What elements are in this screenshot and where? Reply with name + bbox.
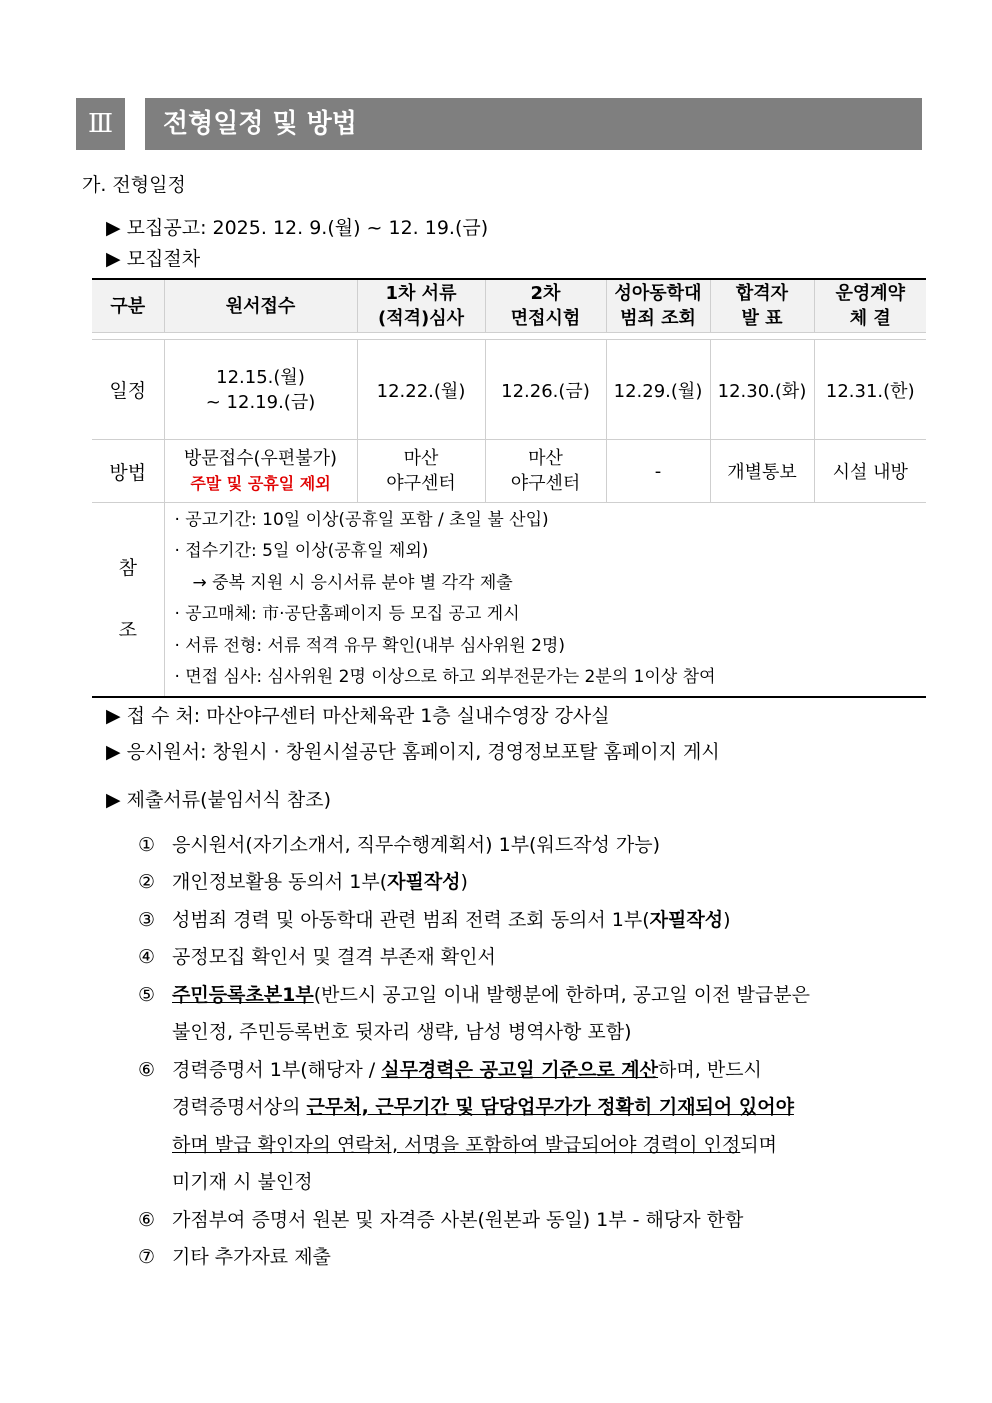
schedule-cell bbox=[164, 340, 357, 440]
schedule-text: 12.15.(월) ~ 12.19.(금) bbox=[205, 366, 316, 413]
section-title: 전형일정 및 방법 bbox=[145, 98, 922, 150]
method-apply-warning: 주말 및 공휴일 제외 bbox=[190, 474, 331, 493]
documents-label: ▶ 제출서류(붙임서식 참조) bbox=[106, 789, 332, 811]
notes-row bbox=[92, 503, 926, 697]
recruitment-notice: ▶ 모집공고: 2025. 12. 9.(월) ~ 12. 19.(금) bbox=[106, 217, 489, 239]
document-item bbox=[138, 1242, 331, 1269]
note-item: · 면접 심사: 심사위원 2명 이상으로 하고 외부전문가는 2분의 1이상 참여 bbox=[174, 667, 716, 688]
schedule-text: 12.31.(한) bbox=[825, 380, 915, 402]
item-text: 경력증명서 1부(해당자 / bbox=[172, 1059, 382, 1081]
document-item bbox=[138, 1055, 762, 1082]
note-item: · 공고매체: 市·공단홈페이지 등 모집 공고 게시 bbox=[174, 604, 520, 625]
method-text: 개별통보 bbox=[727, 462, 797, 483]
item-text: (반드시 공고일 이내 발행분에 한하며, 공고일 이전 발급분은 bbox=[313, 984, 810, 1006]
method-cell bbox=[814, 440, 926, 503]
document-item bbox=[138, 942, 496, 969]
note-item: · 서류 전형: 서류 적격 유무 확인(내부 심사위원 2명) bbox=[174, 635, 565, 656]
item-number: ① bbox=[138, 834, 156, 856]
notes-label-gap bbox=[92, 584, 164, 614]
notes-label bbox=[92, 503, 164, 697]
schedule-text: 12.22.(월) bbox=[376, 380, 466, 402]
header-text: 구분 bbox=[110, 295, 146, 317]
item-number: ⑥ bbox=[138, 1209, 156, 1231]
note-item: · 공고기간: 10일 이상(공휴일 포함 / 초일 불 산입) bbox=[174, 509, 549, 530]
section-header bbox=[76, 98, 922, 150]
header-text: 원서접수 bbox=[225, 295, 296, 317]
item-text-bold: 자필작성 bbox=[649, 909, 724, 931]
method-text: 마산 야구센터 bbox=[510, 448, 581, 494]
item-text: 경력증명서상의 bbox=[172, 1096, 307, 1118]
method-cell bbox=[485, 440, 606, 503]
method-text: 시설 내방 bbox=[832, 462, 908, 483]
schedule-text: 12.30.(화) bbox=[717, 380, 807, 402]
item-number: ⑤ bbox=[138, 984, 156, 1006]
item-text: 가점부여 증명서 원본 및 자격증 사본(원본과 동일) 1부 - 해당자 한함 bbox=[172, 1209, 744, 1231]
method-text: - bbox=[654, 460, 662, 482]
schedule-table bbox=[92, 278, 926, 698]
method-text: 마산 야구센터 bbox=[386, 448, 456, 494]
header-cell bbox=[814, 279, 926, 333]
item-text: 기타 추가자료 제출 bbox=[172, 1246, 331, 1268]
item-text-bold-underline: 실무경력은 공고일 기준으로 계산 bbox=[381, 1059, 659, 1081]
schedule-text: 12.26.(금) bbox=[501, 380, 590, 402]
header-text: 운영계약 체 결 bbox=[835, 283, 906, 329]
document-item bbox=[138, 905, 731, 932]
method-cell bbox=[606, 440, 710, 503]
table-spacer bbox=[92, 333, 926, 340]
item-text: ) bbox=[723, 909, 731, 931]
item-text-bold-underline: 주민등록초본1부 bbox=[172, 984, 314, 1006]
schedule-cell bbox=[710, 340, 814, 440]
table-header-row bbox=[92, 279, 926, 333]
item-text: 성범죄 경력 및 아동학대 관련 범죄 전력 조회 동의서 1부( bbox=[172, 909, 650, 931]
document-item bbox=[138, 980, 810, 1007]
header-cell bbox=[485, 279, 606, 333]
row-label: 일정 bbox=[92, 340, 164, 440]
header-text: 성아동학대 범죄 조회 bbox=[614, 283, 702, 329]
header-cell bbox=[606, 279, 710, 333]
document-item bbox=[138, 1205, 743, 1232]
document-item-continued bbox=[172, 1130, 777, 1157]
document-item bbox=[138, 867, 468, 894]
item-text-bold: 자필작성 bbox=[387, 871, 461, 893]
item-text: 개인정보활용 동의서 1부( bbox=[172, 871, 388, 893]
header-cell bbox=[357, 279, 485, 333]
item-number: ⑥ bbox=[138, 1059, 156, 1081]
item-text: 하며, 반드시 bbox=[658, 1059, 762, 1081]
document-item bbox=[138, 830, 660, 857]
row-label: 방법 bbox=[92, 440, 164, 503]
item-number: ④ bbox=[138, 946, 156, 968]
item-number: ③ bbox=[138, 909, 156, 931]
reception-info: ▶ 접 수 처: 마산야구센터 마산체육관 1층 실내수영장 강사실 bbox=[106, 705, 610, 727]
schedule-cell bbox=[814, 340, 926, 440]
item-number: ⑦ bbox=[138, 1246, 156, 1268]
document-item-continued: 미기재 시 불인정 bbox=[172, 1171, 313, 1193]
header-text: 2차 면접시험 bbox=[510, 283, 581, 329]
method-cell bbox=[357, 440, 485, 503]
schedule-cell bbox=[357, 340, 485, 440]
schedule-row bbox=[92, 340, 926, 440]
header-cell bbox=[710, 279, 814, 333]
item-text: 응시원서(자기소개서, 직무수행계획서) 1부(워드작성 가능) bbox=[172, 834, 661, 856]
header-text: 1차 서류 (적격)심사 bbox=[377, 283, 464, 329]
procedure-label: ▶ 모집절차 bbox=[106, 248, 201, 270]
schedule-cell bbox=[606, 340, 710, 440]
item-text: 공정모집 확인서 및 결격 부존재 확인서 bbox=[172, 946, 496, 968]
note-item: · 접수기간: 5일 이상(공휴일 제외) bbox=[174, 541, 429, 562]
application-info: ▶ 응시원서: 창원시 · 창원시설공단 홈페이지, 경영정보포탈 홈페이지 게시 bbox=[106, 741, 720, 763]
item-text-bold-underline: 근무처, 근무기간 및 담당업무가가 정확히 기재되어 있어야 bbox=[306, 1096, 794, 1118]
notes-label-char: 참 bbox=[118, 557, 137, 580]
header-text: 합격자 발 표 bbox=[735, 283, 789, 329]
method-row bbox=[92, 440, 926, 503]
notes-label-char: 조 bbox=[118, 619, 137, 642]
section-number: Ⅲ bbox=[76, 98, 125, 150]
schedule-text: 12.29.(월) bbox=[613, 380, 703, 402]
header-cell bbox=[92, 279, 164, 333]
item-number: ② bbox=[138, 871, 156, 893]
method-cell bbox=[710, 440, 814, 503]
subheading: 가. 전형일정 bbox=[82, 174, 186, 196]
method-apply-text: 방문접수(우편불가) bbox=[183, 448, 338, 469]
item-text: ) bbox=[460, 871, 468, 893]
item-text: 되며 bbox=[740, 1134, 777, 1156]
item-text-underline: 하며 발급 확인자의 연락처, 서명을 포함하여 발급되어야 경력이 인정 bbox=[172, 1134, 741, 1156]
note-item: → 중복 지원 시 응시서류 분야 별 각각 제출 bbox=[192, 572, 513, 593]
spacer-cell bbox=[92, 333, 926, 340]
document-item-continued bbox=[172, 1092, 794, 1119]
document-item-continued: 불인정, 주민등록번호 뒷자리 생략, 남성 병역사항 포함) bbox=[172, 1021, 632, 1043]
header-cell bbox=[164, 279, 357, 333]
method-cell bbox=[164, 440, 357, 503]
notes-cell bbox=[164, 503, 926, 697]
schedule-cell bbox=[485, 340, 606, 440]
